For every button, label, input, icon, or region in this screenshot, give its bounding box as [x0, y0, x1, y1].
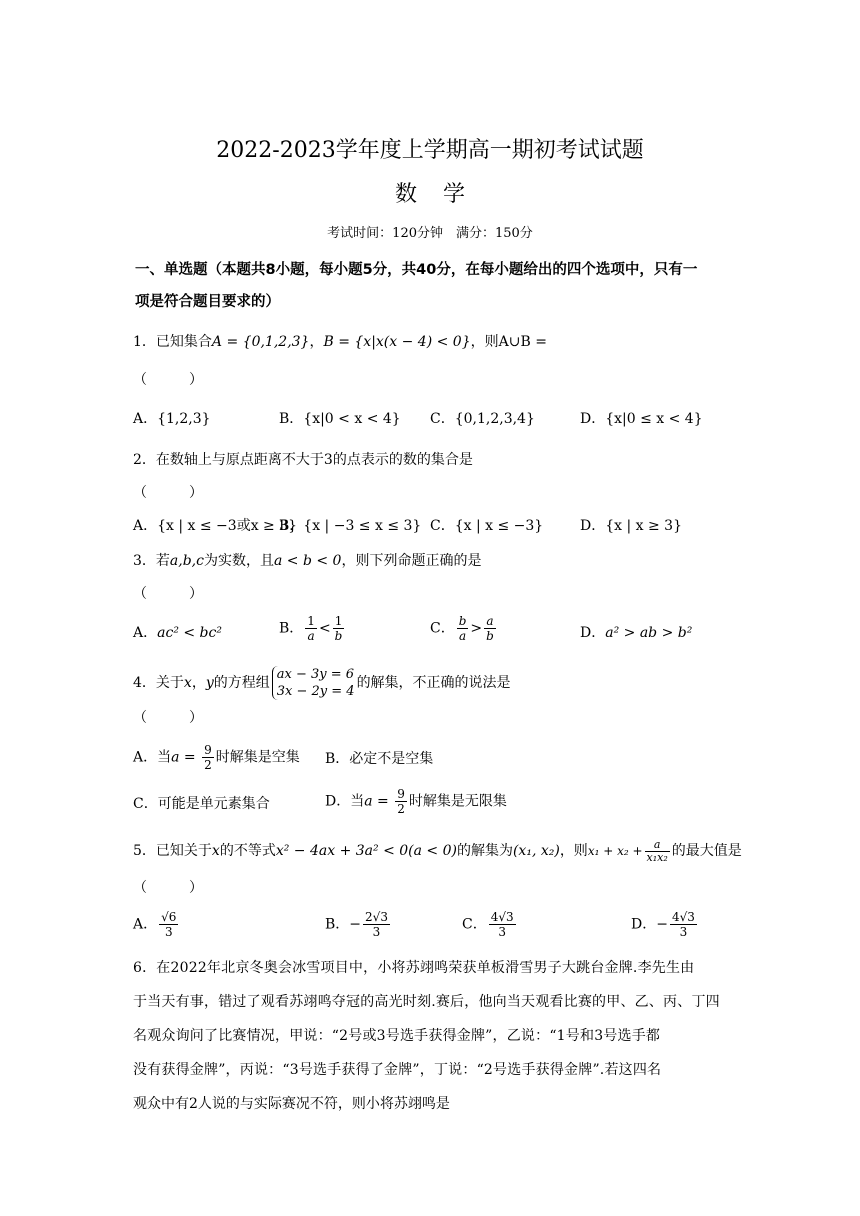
- question-4-blank: （ ）: [133, 710, 203, 726]
- question-3-blank: （ ）: [133, 586, 203, 602]
- question-5-option-c: C． $\frac{4√3}{3}$: [462, 910, 514, 939]
- question-3-option-a: A．ac² < bc²: [133, 625, 222, 641]
- question-1-option-d: D．{x|0 ≤ x < 4}: [580, 411, 703, 427]
- question-2-blank: （ ）: [133, 485, 203, 501]
- question-3-stem: 3．若a,b,c为实数，且a < b < 0，则下列命题正确的是: [133, 553, 482, 569]
- question-3-option-b: B． $\frac{1}{a}$ < $\frac{1}{b}$: [279, 614, 343, 643]
- question-2-option-c: C．{x | x ≤ −3}: [430, 518, 544, 534]
- question-4-stem: 4．关于x，y的方程组 ax − 3y = 6 3x − 2y = 4 的解集，不正确的说法是: [133, 667, 511, 699]
- question-4-option-d: D．当a = $\frac{9}{2}$ 时解集是无限集: [325, 787, 507, 816]
- question-5-stem: 5．已知关于x的不等式x² − 4ax + 3a² < 0(a < 0)的解集为(x₁, x₂)，则x₁ + x₂ + $\frac{a}{\text{x₁x₂}}$ 的最大值是: [133, 837, 742, 864]
- question-4-option-c: C．可能是单元素集合: [133, 796, 270, 812]
- question-5-option-b: B．− $\frac{2√3}{3}$: [325, 910, 388, 939]
- equation-system: ax − 3y = 6 3x − 2y = 4: [272, 666, 355, 700]
- question-5-option-d: D．− $\frac{4√3}{3}$: [631, 910, 695, 939]
- question-1-option-b: B．{x|0 < x < 4}: [279, 411, 401, 427]
- question-6-line-2: 于当天有事，错过了观看苏翊鸣夺冠的高光时刻.赛后，他向当天观看比赛的甲、乙、丙、丁四: [133, 994, 720, 1010]
- question-1-option-a: A．{1,2,3}: [133, 411, 211, 427]
- question-1-blank: （ ）: [133, 372, 203, 388]
- question-3-option-d: D．a² > ab > b²: [580, 625, 693, 641]
- question-6-line-3: 名观众询问了比赛情况，甲说：“2号或3号选手获得金牌”，乙说：“1号和3号选手都: [133, 1028, 661, 1044]
- question-1-stem: 1．已知集合A = {0,1,2,3}，B = {x|x(x − 4) < 0}，则A∪B =: [133, 334, 547, 350]
- question-6-line-4: 没有获得金牌”，丙说：“3号选手获得了金牌”，丁说：“2号选手获得金牌”.若这四名: [133, 1062, 662, 1078]
- question-3-option-c: C． $\frac{b}{a}$ > $\frac{a}{b}$: [430, 614, 494, 643]
- question-2-stem: 2．在数轴上与原点距离不大于3的点表示的数的集合是: [133, 452, 473, 468]
- question-2-option-b: B．{x | −3 ≤ x ≤ 3}: [279, 518, 422, 534]
- question-4-option-b: B．必定不是空集: [325, 751, 434, 767]
- question-2-option-a: A．{x | x ≤ −3或x ≥ 3}: [133, 518, 298, 534]
- question-4-option-a: A．当a = $\frac{9}{2}$ 时解集是空集: [133, 743, 300, 772]
- question-2-option-d: D．{x | x ≥ 3}: [580, 518, 682, 534]
- question-6-line-1: 6．在2022年北京冬奥会冰雪项目中，小将苏翊鸣荣获单板滑雪男子大跳台金牌.李先生由: [133, 960, 695, 976]
- exam-info: 考试时间：120分钟 满分：150分: [327, 226, 533, 241]
- question-5-option-a: A． $\frac{√6}{3}$: [133, 910, 177, 939]
- subject-title: 数学: [394, 182, 491, 207]
- section-title-line1: 一、单选题（本题共8小题，每小题5分，共40分，在每小题给出的四个选项中，只有一: [135, 262, 698, 278]
- question-1-option-c: C．{0,1,2,3,4}: [430, 411, 535, 427]
- exam-title: 2022-2023学年度上学期高一期初考试试题: [216, 138, 644, 163]
- question-6-line-5: 观众中有2人说的与实际赛况不符，则小将苏翊鸣是: [133, 1096, 450, 1112]
- section-title-line2: 项是符合题目要求的）: [135, 294, 280, 310]
- question-5-blank: （ ）: [133, 880, 203, 896]
